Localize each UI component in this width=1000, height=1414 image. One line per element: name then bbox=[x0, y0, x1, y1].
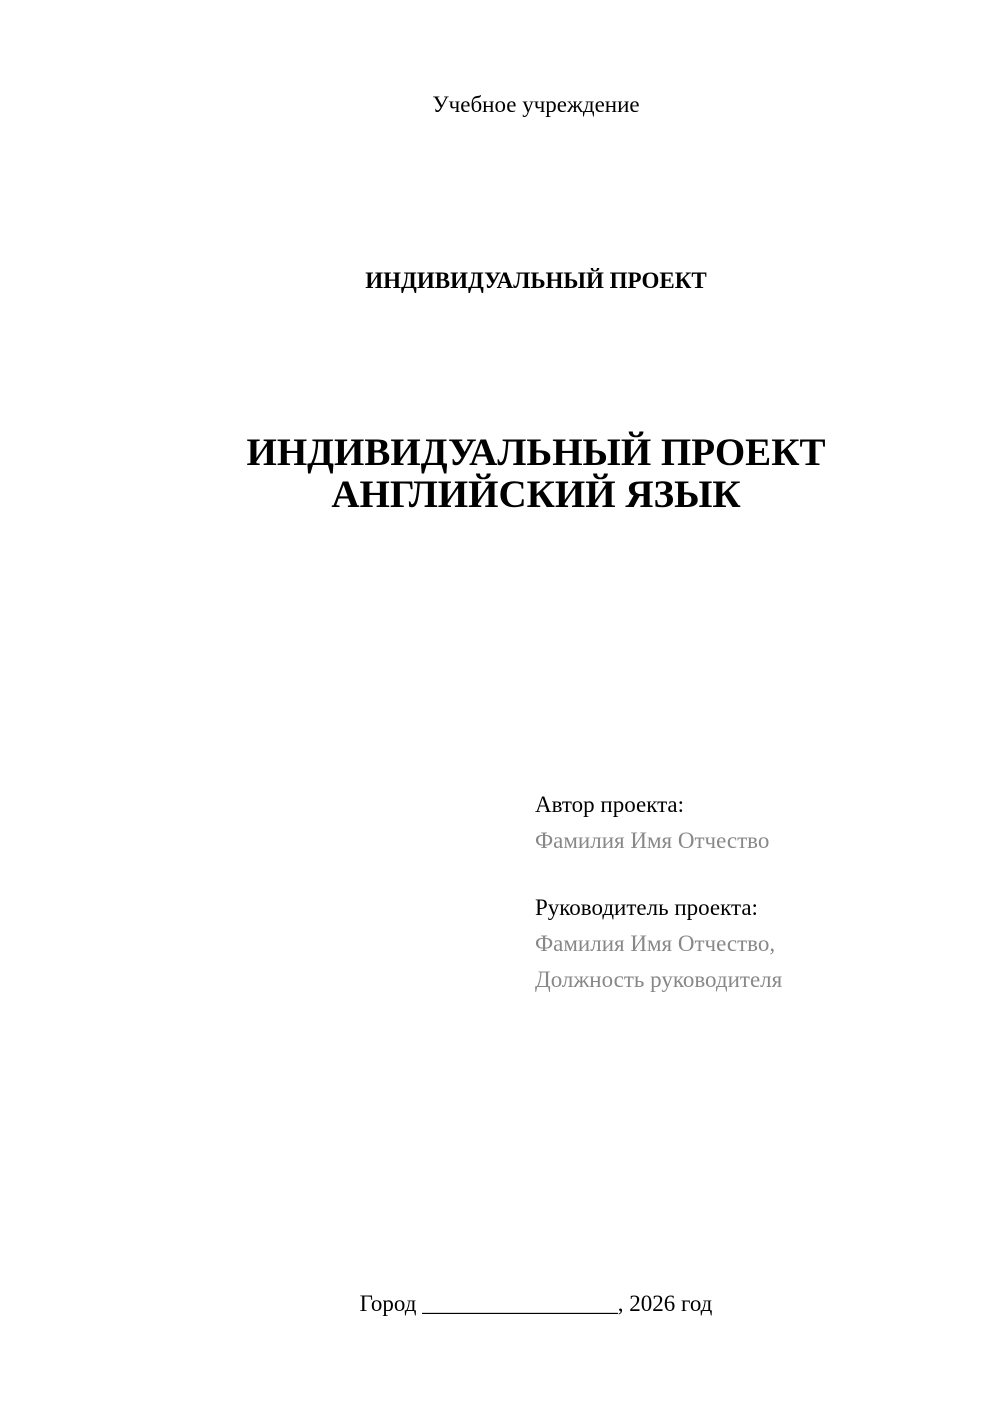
supervisor-position: Должность руководителя bbox=[535, 967, 783, 992]
city-year-footer: Город _________________, 2026 год bbox=[359, 1291, 713, 1316]
supervisor-name: Фамилия Имя Отчество, bbox=[535, 931, 776, 956]
main-title bbox=[72, 432, 1000, 516]
project-credits bbox=[535, 787, 782, 998]
supervisor-label: Руководитель проекта: bbox=[535, 895, 758, 920]
document-type-heading: ИНДИВИДУАЛЬНЫЙ ПРОЕКТ bbox=[365, 268, 707, 293]
main-title-line-1: ИНДИВИДУАЛЬНЫЙ ПРОЕКТ bbox=[246, 431, 826, 474]
author-label: Автор проекта: bbox=[535, 792, 684, 817]
author-name: Фамилия Имя Отчество bbox=[535, 828, 770, 853]
institution-name: Учебное учреждение bbox=[432, 92, 640, 117]
spacer bbox=[535, 859, 782, 890]
main-title-line-2: АНГЛИЙСКИЙ ЯЗЫК bbox=[331, 473, 741, 516]
